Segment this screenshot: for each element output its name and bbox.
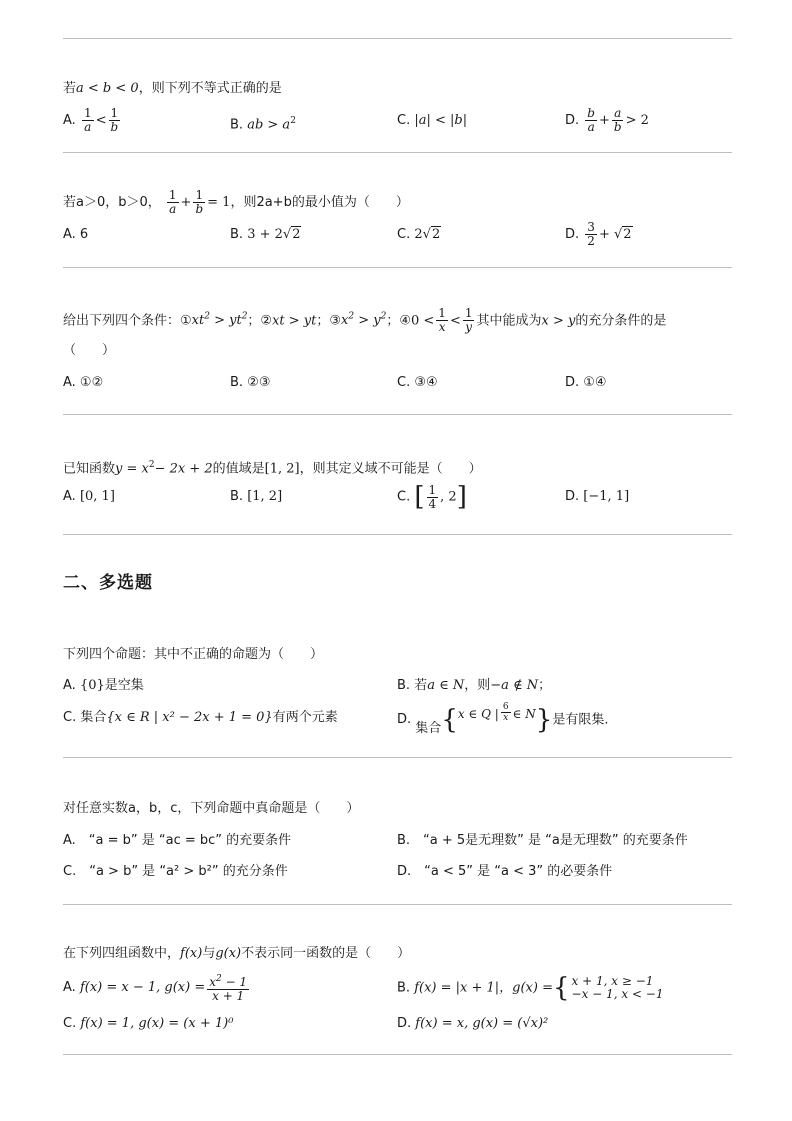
q4-stem: 已知函数$y = x^2- 2x + 2$的值域是[1, 2]，则其定义域不可能是（ ）	[63, 460, 482, 477]
q5-c-suffix: 有两个元素	[272, 710, 338, 725]
q2-stem-frac2: $\frac{1}{b}$	[195, 188, 204, 216]
q1-a-frac1: $\frac{1}{a}$	[83, 106, 92, 134]
q3-c2-label: ；②	[247, 313, 273, 329]
q1-c-math: |a| < |b|	[414, 113, 468, 128]
q4-a-label: A.	[63, 489, 76, 504]
q2-stem: 若a＞0，b＞0， $\frac{1}{a}$ + $\frac{1}{b}$ = 1，则2a+b的最小值为（ ）	[63, 188, 409, 216]
q1-option-a[interactable]: A. $\frac{1}{a}$ < $\frac{1}{b}$	[63, 106, 119, 134]
q5-d-suffix: 是有限集.	[552, 712, 609, 728]
q4-d-label: D.	[565, 489, 580, 504]
q2-d-frac: $\frac{3}{2}$	[587, 220, 595, 248]
q1-b-label: B.	[230, 117, 244, 133]
q6-option-a[interactable]	[63, 832, 291, 850]
q1-a-label: A.	[63, 113, 76, 128]
q7-b-case1: x + 1, x ≥ −1	[571, 974, 654, 988]
q4-c-label: C.	[397, 489, 411, 505]
divider-q3	[63, 414, 732, 415]
q7-b-case2: −x − 1, x < −1	[571, 987, 664, 1001]
q3-stem-prefix: 给出下列四个条件：①	[63, 313, 192, 329]
q3-c3-label: ；③	[316, 313, 342, 329]
q2-option-a[interactable]	[63, 226, 88, 244]
q7-a-math: f(x) = x − 1, g(x) =	[79, 980, 206, 995]
q2-stem-prefix: 若a＞0，b＞0，	[63, 195, 161, 210]
q4-stem-suffix: ，则其定义域不可能是（ ）	[299, 461, 482, 477]
q1-stem-prefix: 若	[63, 81, 77, 96]
q3-frac2: $\frac{1}{y}$	[464, 306, 473, 335]
q1-stem-math: a < b < 0	[76, 81, 139, 96]
q3-option-b[interactable]	[230, 374, 271, 392]
q7-stem-g: g(x)	[215, 946, 242, 961]
q1-option-c[interactable]	[397, 112, 467, 130]
q1-d-frac2: $\frac{a}{b}$	[613, 106, 622, 134]
q5-d-math2: ∈ N	[512, 707, 536, 721]
q5-c-label: C. 集合	[63, 710, 107, 725]
q3-stem: 给出下列四个条件：$①xt^2 > yt^2$；②xt > yt；$③x^2 > y^2$；④0 < $\frac{1}{x}$ < $\frac{1}{y}$ 其中能成为x > y的充分条件的是	[63, 306, 667, 335]
q5-a-suffix: 是空集	[104, 678, 144, 693]
q7-c-label: C.	[63, 1016, 77, 1031]
q7-stem-suffix: 不表示同一函数的是（ ）	[241, 946, 411, 961]
divider-q6	[63, 904, 732, 905]
q6-d-text: D. “a < 5” 是 “a < 3” 的必要条件	[397, 864, 613, 879]
q5-d-label: D.	[397, 712, 412, 727]
q5-b-label: B. 若	[397, 678, 428, 693]
q7-option-a[interactable]	[63, 970, 251, 1006]
q4-option-d[interactable]	[565, 488, 629, 506]
q2-b-label: B.	[230, 227, 244, 242]
q2-stem-mid: = 1	[207, 195, 231, 210]
q6-option-d[interactable]	[397, 863, 612, 881]
q1-d-label: D.	[565, 113, 580, 128]
q4-option-b[interactable]	[230, 488, 282, 506]
q5-stem-text: 下列四个命题：其中不正确的命题为（ ）	[63, 647, 324, 662]
q5-a-math: {0}	[79, 678, 105, 693]
section-title: 二、多选题	[63, 573, 153, 593]
q7-c-math: f(x) = 1, g(x) = (x + 1)⁰	[80, 1016, 234, 1031]
q7-d-label: D.	[397, 1016, 412, 1031]
q4-stem-prefix: 已知函数	[63, 461, 116, 477]
q3-b-text: B. ②③	[230, 375, 271, 390]
q6-stem-text: 对任意实数a，b，c，下列命题中真命题是（ ）	[63, 801, 360, 816]
q4-option-c[interactable]: C. [ $\frac{1}{4}$ , 2]	[397, 482, 467, 512]
q7-a-label: A.	[63, 980, 76, 995]
q5-option-c[interactable]	[63, 709, 338, 727]
q4-d-math: [−1, 1]	[583, 489, 630, 504]
q2-option-c[interactable]: C. 2√2	[397, 227, 441, 242]
q7-b-math: f(x) = |x + 1|，g(x) =	[414, 980, 553, 996]
q7-stem	[63, 945, 410, 963]
divider-q5	[63, 757, 732, 758]
q3-option-a[interactable]	[63, 374, 103, 392]
q1-option-b[interactable]: B. ab > $a^2$	[230, 116, 296, 133]
q4-b-math: [1, 2]	[247, 489, 283, 504]
q3-paren: （ ）	[63, 343, 116, 358]
q3-c4-label: ；④	[386, 313, 411, 329]
q5-stem	[63, 646, 323, 664]
q6-option-c[interactable]	[63, 863, 288, 881]
q3-option-c[interactable]	[397, 374, 438, 392]
q5-d-math: x ∈ Q |	[457, 707, 499, 721]
q4-stem-mid: 的值域是	[212, 461, 265, 477]
q3-d-text: D. ①④	[565, 375, 607, 390]
q7-b-label: B.	[397, 980, 411, 996]
q7-option-c[interactable]	[63, 1015, 233, 1033]
q6-c-text: C. “a > b” 是 “a² > b²” 的充分条件	[63, 864, 288, 879]
q5-option-d[interactable]: D. 集合{x ∈ Q | $\frac{6}{x}$ ∈ N}是有限集.	[397, 701, 609, 736]
q5-b-math1: a ∈ N	[427, 678, 465, 693]
q7-stem-f: f(x)	[180, 946, 203, 961]
q2-option-b[interactable]: B. 3 + 2√2	[230, 227, 301, 242]
q4-b-label: B.	[230, 489, 244, 504]
q3-stem-math: x > y	[541, 313, 576, 329]
q6-a-text: A. “a = b” 是 “ac = bc” 的充要条件	[63, 833, 292, 848]
q1-b-math: ab > a	[247, 117, 291, 133]
divider-top	[63, 38, 732, 39]
q2-stem-suffix: ，则2a+b的最小值为（ ）	[230, 195, 409, 210]
q3-stem-mid: 其中能成为	[476, 313, 542, 329]
q3-frac1: $\frac{1}{x}$	[438, 306, 446, 335]
q7-d-math: f(x) = x, g(x) = (√x)²	[415, 1016, 549, 1031]
q7-a-frac: $\frac{x^2 - 1}{x + 1}$	[209, 973, 248, 1003]
q2-d-label: D.	[565, 227, 580, 242]
q3-c-text: C. ③④	[397, 375, 438, 390]
divider-q4	[63, 534, 732, 535]
q6-option-b[interactable]	[397, 832, 688, 850]
q5-d-frac: $\frac{6}{x}$	[502, 701, 509, 723]
q1-d-frac1: $\frac{b}{a}$	[587, 106, 595, 134]
q7-b-cases: { x + 1, x ≥ −1 −x − 1, x < −1	[553, 973, 664, 1003]
divider-q1	[63, 152, 732, 153]
q2-stem-frac1: $\frac{1}{a}$	[168, 188, 177, 216]
q5-d-word: 集合	[415, 720, 442, 736]
q4-c-frac: $\frac{1}{4}$	[428, 482, 437, 511]
q2-c-label: C.	[397, 227, 411, 242]
q3-a-text: A. ①②	[63, 375, 104, 390]
q1-a-frac2: $\frac{1}{b}$	[110, 106, 119, 134]
q4-stem-math: y = x	[115, 461, 149, 477]
divider-q2	[63, 267, 732, 268]
q5-b-suffix: ；	[538, 678, 552, 693]
q4-stem-range: [1, 2]	[264, 461, 300, 477]
q3-c2-math: xt > yt	[272, 313, 317, 329]
q1-stem	[63, 80, 282, 98]
q1-option-d[interactable]: D. $\frac{b}{a}$ + $\frac{a}{b}$ > 2	[565, 106, 649, 134]
q4-a-math: [0, 1]	[79, 489, 115, 504]
q7-option-b[interactable]	[397, 970, 663, 1007]
q6-stem	[63, 800, 359, 818]
q4-option-a[interactable]	[63, 488, 115, 506]
q1-c-label: C.	[397, 113, 411, 128]
q4-stem-math2: − 2x + 2	[154, 461, 213, 477]
q5-c-math: {x ∈ R | x² − 2x + 1 = 0}	[106, 710, 273, 725]
q2-c-math: 2	[414, 227, 423, 242]
q3-stem-suffix: 的充分条件的是	[575, 313, 667, 329]
q5-option-a[interactable]	[63, 677, 144, 695]
q5-option-b[interactable]	[397, 677, 551, 695]
q1-stem-suffix: ，则下列不等式正确的是	[138, 81, 282, 96]
q6-b-text: B. “a + 5是无理数” 是 “a是无理数” 的充要条件	[397, 833, 688, 848]
q7-stem-with: 与	[202, 946, 216, 961]
q5-b-mid: ，则	[464, 678, 491, 693]
q2-option-d[interactable]: D. $\frac{3}{2}$ + √2	[565, 220, 632, 248]
q1-d-tail: > 2	[625, 113, 649, 128]
q2-a-text: A. 6	[63, 227, 89, 242]
q5-b-math2: −a ∉ N	[490, 678, 539, 693]
q3-stem-paren	[63, 342, 115, 360]
q7-option-d[interactable]	[397, 1015, 548, 1033]
q5-a-label: A.	[63, 678, 76, 693]
q7-stem-prefix: 在下列四组函数中，	[63, 946, 181, 961]
q2-b-math: 3 + 2	[247, 227, 283, 242]
q3-option-d[interactable]	[565, 374, 607, 392]
divider-q7	[63, 1054, 732, 1055]
